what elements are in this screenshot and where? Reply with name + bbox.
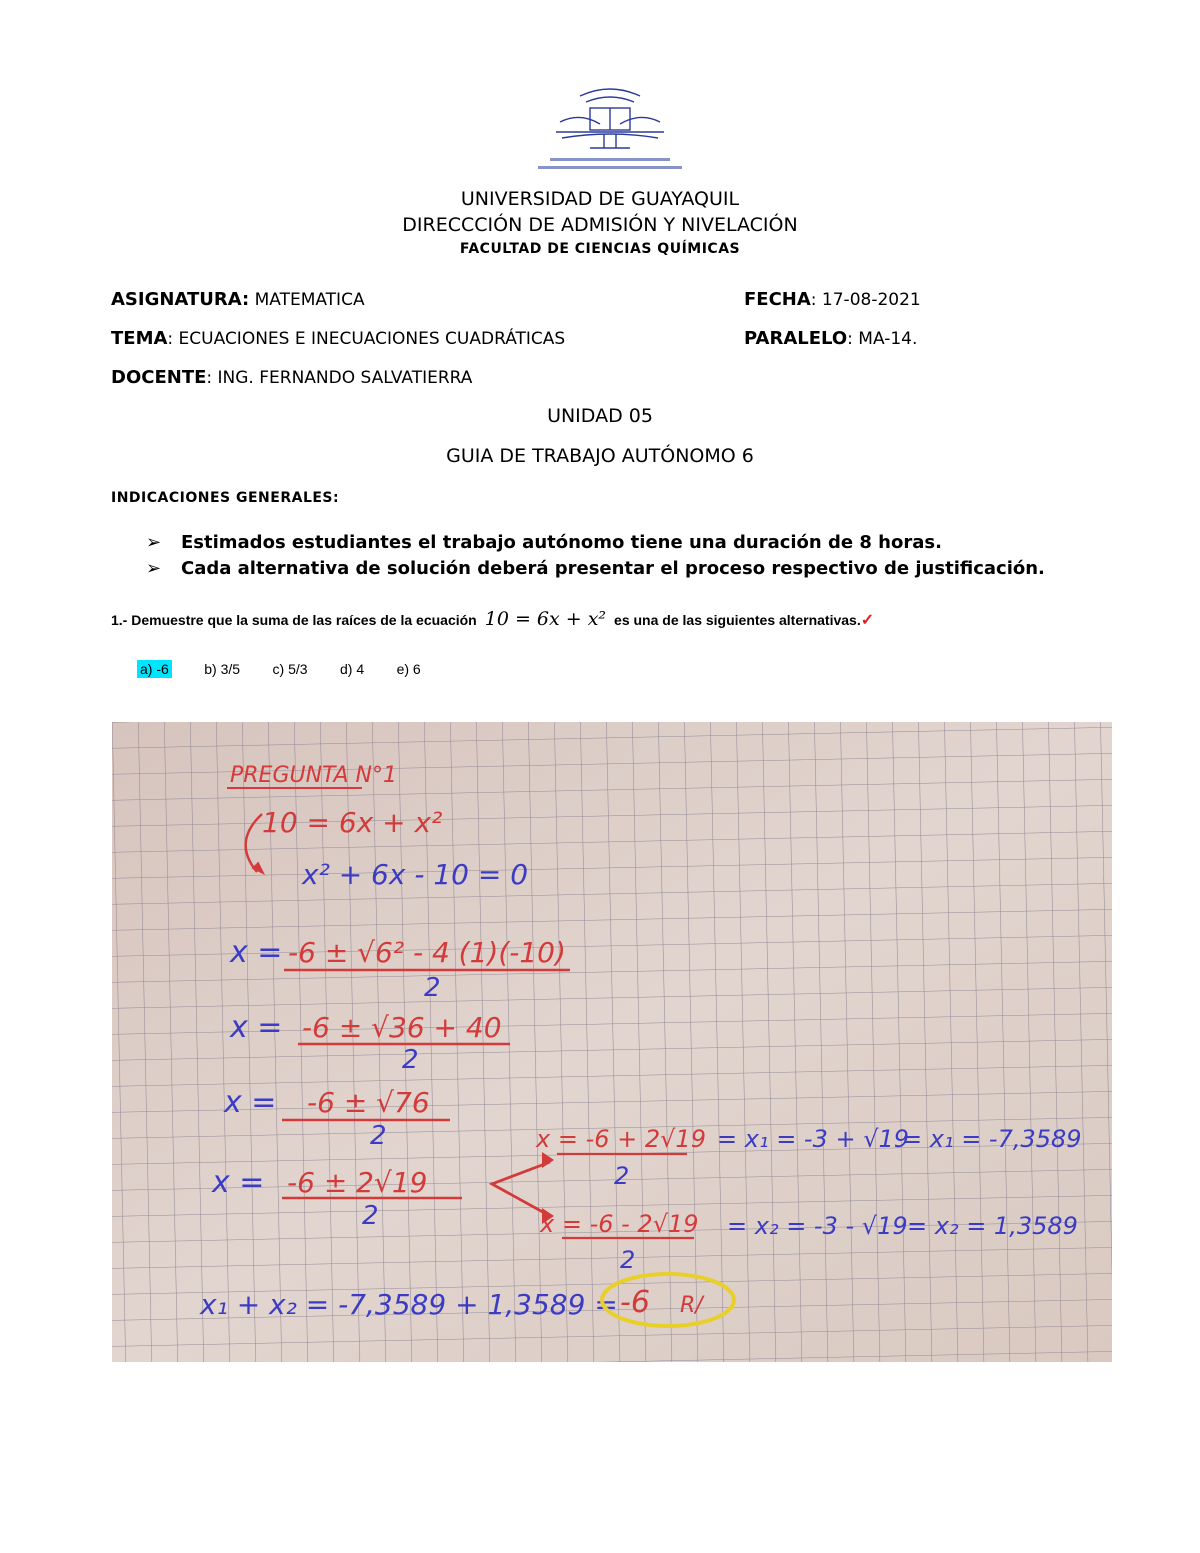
asignatura-label: ASIGNATURA: <box>111 289 250 310</box>
indications-list <box>146 532 1045 584</box>
hw-line-6-lhs: x = <box>212 1165 265 1200</box>
question-1 <box>111 608 874 630</box>
list-item: ➢ Estimados estudiantes el trabajo autónomo tiene una duración de 8 horas. <box>146 532 942 553</box>
hw-answer-tag: R/ <box>680 1293 703 1318</box>
option-a: a) -6 <box>137 660 172 678</box>
paralelo-label: PARALELO <box>744 328 848 349</box>
arrow-bullet-icon: ➢ <box>146 532 162 553</box>
hw-line-3-lhs: x = <box>230 935 283 970</box>
hw-line-4-num: -6 ± √36 + 40 <box>302 1011 502 1044</box>
fecha-label: FECHA <box>744 289 811 310</box>
question-equation: 10 = 6x + x² <box>484 608 607 630</box>
hw-branch-1-result-2: = x₁ = -7,3589 <box>902 1125 1082 1153</box>
tema-value: : ECUACIONES E INECUACIONES CUADRÁTICAS <box>167 329 566 349</box>
hw-branch-1: x = -6 + 2√19 <box>536 1125 706 1153</box>
unit-title: UNIDAD 05 <box>547 405 653 427</box>
list-item: ➢ Cada alternativa de solución deberá presentar el proceso respectivo de justificación. <box>146 558 1045 579</box>
hw-line-3-num: -6 ± √6² - 4 (1)(-10) <box>288 936 566 969</box>
university-name: UNIVERSIDAD DE GUAYAQUIL <box>460 188 740 210</box>
faculty-name: FACULTAD DE CIENCIAS QUÍMICAS <box>459 241 741 257</box>
option-c: c) 5/3 <box>272 661 308 677</box>
guide-title: GUIA DE TRABAJO AUTÓNOMO 6 <box>446 445 754 467</box>
hw-line-3-den: 2 <box>424 973 441 1003</box>
field-docente <box>111 367 472 388</box>
arrow-bullet-icon: ➢ <box>146 558 162 579</box>
question-prefix: 1.- Demuestre que la suma de las raíces de la ecuación <box>111 612 477 628</box>
tema-label: TEMA <box>111 328 168 349</box>
hw-sum: x₁ + x₂ = -7,3589 + 1,3589 = <box>200 1288 618 1321</box>
hw-title: PREGUNTA N°1 <box>230 763 397 788</box>
fecha-value: : 17-08-2021 <box>810 290 921 310</box>
hw-line-5-lhs: x = <box>224 1085 277 1120</box>
hw-branch-2-den: 2 <box>620 1246 636 1274</box>
university-logo <box>520 82 700 174</box>
field-asignatura <box>111 289 365 310</box>
docente-value: : ING. FERNANDO SALVATIERRA <box>206 368 473 388</box>
hw-line-4-den: 2 <box>402 1045 419 1075</box>
paralelo-value: : MA-14. <box>847 329 918 349</box>
check-icon: ✓ <box>860 612 875 629</box>
hw-answer: -6 <box>620 1285 650 1320</box>
asignatura-value: MATEMATICA <box>249 290 365 310</box>
hw-branch-2: x = -6 - 2√19 <box>540 1210 699 1238</box>
hw-branch-2-result-1: = x₂ = -3 - √19 <box>727 1212 908 1240</box>
docente-label: DOCENTE <box>111 367 207 388</box>
hw-line-5-num: -6 ± √76 <box>307 1086 430 1119</box>
hw-line-2: x² + 6x - 10 = 0 <box>302 858 529 891</box>
question-suffix: es una de las siguientes alternativas. <box>614 612 861 628</box>
answer-options <box>137 660 449 678</box>
hw-branch-1-den: 2 <box>614 1162 630 1190</box>
hw-line-6-num: -6 ± 2√19 <box>287 1166 428 1199</box>
field-paralelo <box>744 328 917 349</box>
option-b: b) 3/5 <box>204 661 241 677</box>
field-fecha <box>744 289 921 310</box>
hw-line-6-den: 2 <box>362 1201 379 1231</box>
hw-branch-2-result-2: = x₂ = 1,3589 <box>907 1212 1078 1240</box>
option-d: d) 4 <box>339 661 365 677</box>
handwritten-solution-photo <box>112 722 1112 1362</box>
photo-canvas <box>112 722 1112 1362</box>
direction-name: DIRECCCIÓN DE ADMISIÓN Y NIVELACIÓN <box>402 214 798 236</box>
indications-title: INDICACIONES GENERALES: <box>111 490 340 506</box>
hw-line-5-den: 2 <box>370 1121 387 1151</box>
option-e: e) 6 <box>396 661 421 677</box>
field-tema <box>111 328 565 349</box>
hw-line-1: 10 = 6x + x² <box>262 806 443 839</box>
hw-line-4-lhs: x = <box>230 1010 283 1045</box>
hw-branch-1-result-1: = x₁ = -3 + √19 <box>717 1125 910 1153</box>
